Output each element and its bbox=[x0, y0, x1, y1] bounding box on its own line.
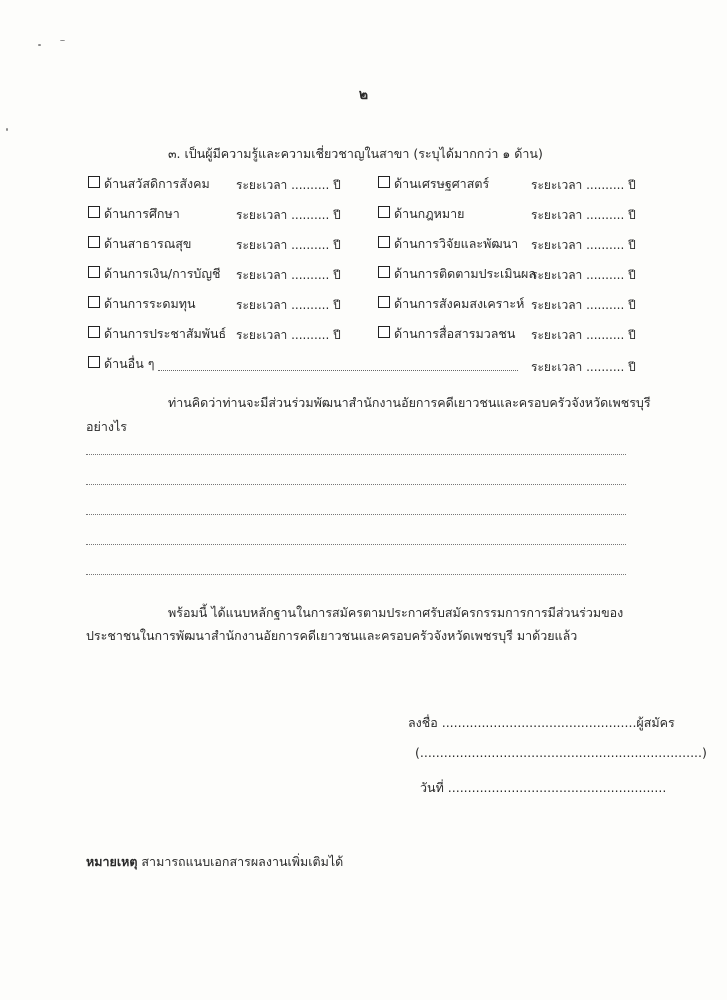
label-mass-communication: ด้านการสื่อสารมวลชน bbox=[394, 326, 516, 341]
question-line-1: ท่านคิดว่าท่านจะมีส่วนร่วมพัฒนาสำนักงานอัยการคดีเยาวชนและครอบครัวจังหวัดเพชรบุรี bbox=[168, 395, 651, 410]
checkbox-education[interactable] bbox=[88, 206, 100, 218]
question-line-2: อย่างไร bbox=[86, 419, 127, 434]
note-label: หมายเหตุ bbox=[86, 854, 138, 869]
date-line[interactable]: วันที่ ....................................................... bbox=[420, 780, 667, 795]
scan-speck bbox=[38, 44, 41, 46]
duration-law: ระยะเวลา .......... ปี bbox=[531, 208, 636, 222]
label-law: ด้านกฎหมาย bbox=[394, 206, 465, 221]
checkbox-economics[interactable] bbox=[378, 176, 390, 188]
duration-social-welfare: ระยะเวลา .......... ปี bbox=[236, 178, 341, 192]
signature-line[interactable]: ลงชื่อ .................................................ผู้สมัคร bbox=[408, 715, 675, 730]
checkbox-monitoring-evaluation[interactable] bbox=[378, 266, 390, 278]
label-fundraising: ด้านการระดมทุน bbox=[104, 296, 196, 311]
checkbox-fundraising[interactable] bbox=[88, 296, 100, 308]
answer-line[interactable] bbox=[86, 574, 626, 575]
checkbox-public-health[interactable] bbox=[88, 236, 100, 248]
answer-line[interactable] bbox=[86, 544, 626, 545]
label-education: ด้านการศึกษา bbox=[104, 206, 180, 221]
duration-mass-communication: ระยะเวลา .......... ปี bbox=[531, 328, 636, 342]
footnote bbox=[86, 852, 343, 872]
duration-social-work: ระยะเวลา .......... ปี bbox=[531, 298, 636, 312]
duration-research-development: ระยะเวลา .......... ปี bbox=[531, 238, 636, 252]
label-social-welfare: ด้านสวัสดิการสังคม bbox=[104, 176, 210, 191]
duration-other: ระยะเวลา .......... ปี bbox=[531, 360, 636, 374]
checkbox-social-work[interactable] bbox=[378, 296, 390, 308]
scan-speck bbox=[60, 40, 65, 41]
duration-economics: ระยะเวลา .......... ปี bbox=[531, 178, 636, 192]
duration-education: ระยะเวลา .......... ปี bbox=[236, 208, 341, 222]
label-social-work: ด้านการสังคมสงเคราะห์ bbox=[394, 296, 525, 311]
attachment-line-1: พร้อมนี้ ได้แนบหลักฐานในการสมัครตามประกาศรับสมัครกรรมการการมีส่วนร่วมของ bbox=[168, 605, 624, 620]
duration-fundraising: ระยะเวลา .......... ปี bbox=[236, 298, 341, 312]
duration-finance-accounting: ระยะเวลา .......... ปี bbox=[236, 268, 341, 282]
checkbox-finance-accounting[interactable] bbox=[88, 266, 100, 278]
answer-line[interactable] bbox=[86, 514, 626, 515]
checkbox-other[interactable] bbox=[88, 356, 100, 368]
checkbox-social-welfare[interactable] bbox=[88, 176, 100, 188]
checkbox-public-relations[interactable] bbox=[88, 326, 100, 338]
note-text: สามารถแนบเอกสารผลงานเพิ่มเติมได้ bbox=[137, 854, 344, 869]
answer-line[interactable] bbox=[86, 484, 626, 485]
duration-public-relations: ระยะเวลา .......... ปี bbox=[236, 328, 341, 342]
other-field-input[interactable] bbox=[158, 356, 518, 371]
label-finance-accounting: ด้านการเงิน/การบัญชี bbox=[104, 266, 221, 281]
answer-line[interactable] bbox=[86, 454, 626, 455]
label-economics: ด้านเศรษฐศาสตร์ bbox=[394, 176, 490, 191]
page-number: ๒ bbox=[358, 87, 369, 103]
checkbox-law[interactable] bbox=[378, 206, 390, 218]
checkbox-mass-communication[interactable] bbox=[378, 326, 390, 338]
attachment-line-2: ประชาชนในการพัฒนาสำนักงานอัยการคดีเยาวชนและครอบครัวจังหวัดเพชรบุรี มาด้วยแล้ว bbox=[86, 628, 578, 643]
section-3-heading: ๓. เป็นผู้มีความรู้และความเชี่ยวชาญในสาขา (ระบุได้มากกว่า ๑ ด้าน) bbox=[168, 146, 543, 161]
label-public-health: ด้านสาธารณสุข bbox=[104, 236, 192, 251]
duration-public-health: ระยะเวลา .......... ปี bbox=[236, 238, 341, 252]
label-public-relations: ด้านการประชาสัมพันธ์ bbox=[104, 326, 227, 341]
printed-name-line[interactable]: (.......................................................................) bbox=[415, 745, 707, 760]
duration-monitoring-evaluation: ระยะเวลา .......... ปี bbox=[531, 268, 636, 282]
label-research-development: ด้านการวิจัยและพัฒนา bbox=[394, 236, 519, 251]
checkbox-research-development[interactable] bbox=[378, 236, 390, 248]
label-other: ด้านอื่น ๆ bbox=[104, 356, 155, 371]
label-monitoring-evaluation: ด้านการติดตามประเมินผล bbox=[394, 266, 536, 281]
scan-speck bbox=[6, 128, 8, 131]
